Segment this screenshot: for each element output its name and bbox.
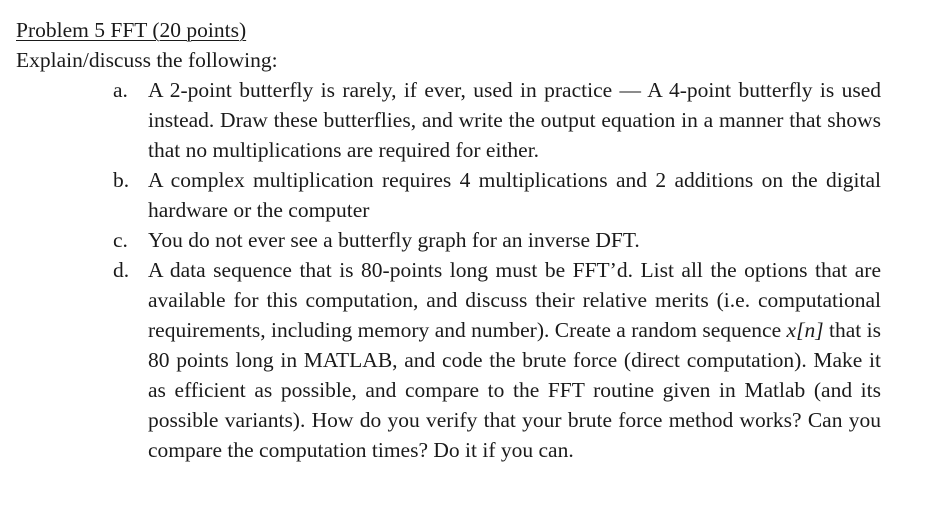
list-item xyxy=(113,75,883,165)
item-marker: a. xyxy=(113,78,128,102)
item-marker: d. xyxy=(113,258,130,282)
item-text-before: A data sequence that is 80-points long must be FFT’d. List all the options that are available for this computation, and discuss their relative merits (i.e. computational requirements, including memory and number). Create a random sequence xyxy=(148,258,881,342)
item-marker: c. xyxy=(113,228,128,252)
item-text: A 2-point butterfly is rarely, if ever, used in practice — A 4-point butterfly is used instead. Draw these butterflies, and write the output equation in a manner that shows that no multiplications are required for either. xyxy=(148,78,881,162)
problem-title: Problem 5 FFT (20 points) xyxy=(16,18,247,42)
list-item xyxy=(113,225,883,255)
item-marker: b. xyxy=(113,168,130,192)
math-symbol: x[n] xyxy=(786,318,824,342)
item-text xyxy=(148,255,881,465)
list-item xyxy=(113,255,883,465)
problem-intro: Explain/discuss the following: xyxy=(16,48,278,72)
item-text: A complex multiplication requires 4 multiplications and 2 additions on the digital hardware or the computer xyxy=(148,168,881,222)
item-text-after: that is 80 points long in MATLAB, and code the brute force (direct computation). Make it as efficient as possible, and compare to the FFT routine given in Matlab (and its possible variants). How do you verify that your brute force method works? Can you compare the computation times? Do it if you can. xyxy=(148,318,881,462)
item-text: You do not ever see a butterfly graph for an inverse DFT. xyxy=(148,228,640,252)
question-list xyxy=(113,75,883,465)
list-item xyxy=(113,165,883,225)
